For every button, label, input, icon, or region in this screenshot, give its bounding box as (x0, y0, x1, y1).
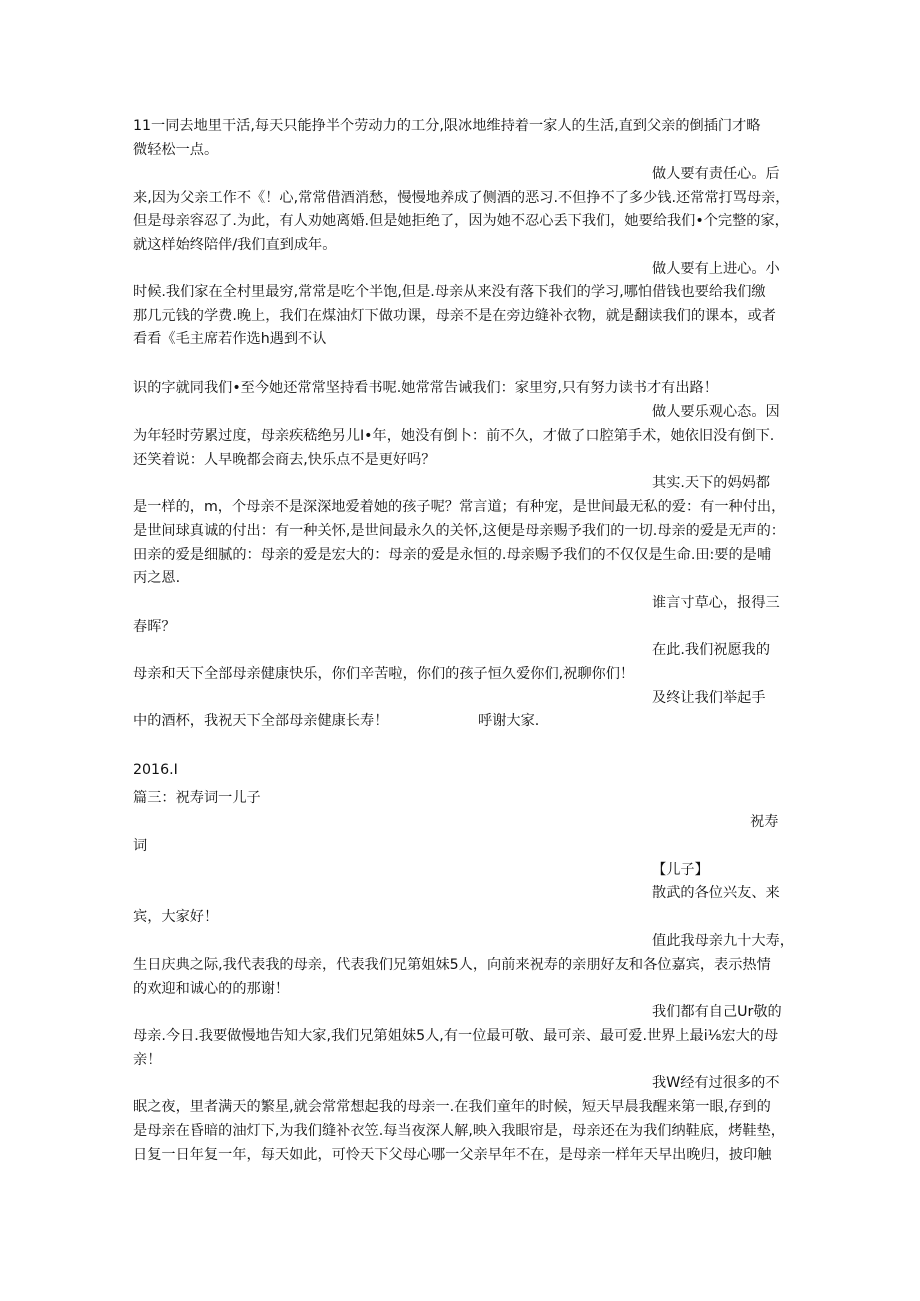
text-line: 在此.我们祝愿我的 (652, 642, 771, 658)
text-line: 祝寿 (750, 814, 779, 830)
text-line: 就这样始终陪伴/我们直到成年。 (133, 237, 337, 253)
text-line: 丙之恩. (133, 570, 181, 586)
text-line: 值此我母亲九十大寿， (652, 933, 794, 949)
text-line: 我W经有过很多的不 (652, 1075, 780, 1091)
text-line: 2016.I (133, 762, 178, 778)
text-line: 散武的各位兴友、来 (652, 885, 780, 901)
text-line: 生日庆典之际,我代表我的母亲，代表我们兄第姐妹5人，向前来祝寿的亲朋好友和各位嘉宾，表示热情 (133, 957, 771, 973)
text-line: 其实.天下的妈妈都 (652, 475, 771, 491)
text-line: 词 (133, 838, 148, 854)
text-line: 【儿子】 (652, 862, 709, 878)
text-line: 宾，大家好！ (133, 909, 219, 925)
text-line: 做人要有上进心。小 (652, 261, 780, 277)
text-line: 那几元钱的学费.晚上，我们在煤油灯下做功课，母亲不是在旁边缝补衣物，就是翻读我们的课本，或者 (133, 308, 776, 324)
text-line: 微轻松一点。 (133, 142, 219, 158)
text-line: 谁言寸草心，报得三 (652, 595, 780, 611)
text-line: 是世间球真诚的付出：有一种关怀,是世间最永久的关怀,这便是母亲赐予我们的一切.母亲的爱是无声的： (133, 523, 785, 539)
text-line: 日复一日年复一年，每天如此，可怜天下父母心哪一父亲早年不在，是母亲一样年天早出晚归，披印触 (133, 1147, 772, 1163)
text-line: 眠之夜，里者满天的繁星,就会常常想起我的母亲一.在我们童年的时候，短天早晨我醒来第一眼,存到的 (133, 1099, 771, 1115)
text-line: 做人要乐观心态。因 (652, 404, 780, 420)
text-line: 春晖？ (133, 619, 176, 635)
text-line: 做人要有责任心。后 (652, 166, 780, 182)
text-line: 呼谢大家. (478, 713, 540, 729)
text-line: 时候.我们家在全村里最穷,常常是吃个半饱,但是.母亲从来没有落下我们的学习,哪怕借钱也要给我们缴 (133, 284, 766, 300)
text-line: 及终让我们举起手 (652, 690, 766, 706)
text-line: 中的酒杯，我祝天下全部母亲健康长寿！ (133, 713, 389, 729)
text-line: 我们都有自己Ur敬的 (652, 1004, 782, 1020)
text-line: 是一样的，m，个母亲不是深深地爱着她的孩子呢？常言道；有种宠，是世间最无私的爱：有一种付出， (133, 499, 786, 515)
text-line: 母亲和天下全部母亲健康快乐，你们辛苦啦，你们的孩子恒久爱你们,祝聊你们！ (133, 666, 635, 682)
text-line: 还笑着说：人早晚都会商去,快乐点不是更好吗？ (133, 452, 436, 468)
text-line: 是母亲在昏暗的油灯下,为我们缝补衣笠.每当夜深人解,映入我眼帘是，母亲还在为我们纳鞋底，烤鞋垫， (133, 1123, 785, 1139)
text-line: 母亲.今日.我要做慢地告知大家,我们兄第姐妹5人,有一位最可敬、最可亲、最可爱.世界上最i⅛宏大的母 (133, 1028, 779, 1044)
text-line: 为年轻时劳累过度，母亲疾嵇绝另儿I•年，她没有倒卜：前不久，才做了口腔第手术，她依旧没有倒下. (133, 428, 775, 444)
text-line: 篇三：祝寿词一儿子 (133, 790, 261, 806)
text-line: 看看《毛主席若作选h遇到不认 (133, 331, 327, 347)
text-line: 的欢迎和诚心的的那谢！ (133, 981, 290, 997)
text-line: 田亲的爱是细腻的：母亲的爱是宏大的：母亲的爱是永恒的.母亲赐予我们的不仅仅是生命.田:要的是哺 (133, 547, 772, 563)
text-line: 11一同去地里干活,每天只能挣半个劳动力的工分,限冰地维持着一家人的生活,直到父亲的倒插门才略 (133, 118, 761, 134)
text-line: 亲！ (133, 1052, 162, 1068)
text-line: 来,因为父亲工作不《！心,常常借酒消愁，慢慢地养成了侧酒的恶习.不但挣不了多少钱.还常常打骂母亲， (133, 190, 790, 206)
text-line: 但是母亲容忍了.为此，有人劝她离婚.但是她拒绝了，因为她不忍心丢下我们，她要给我们•个完整的家， (133, 213, 789, 229)
text-line: 识的字就同我们•至今她还常常坚持看书呢.她常常告诫我们：家里穷,只有努力读书才有出路！ (133, 380, 718, 396)
